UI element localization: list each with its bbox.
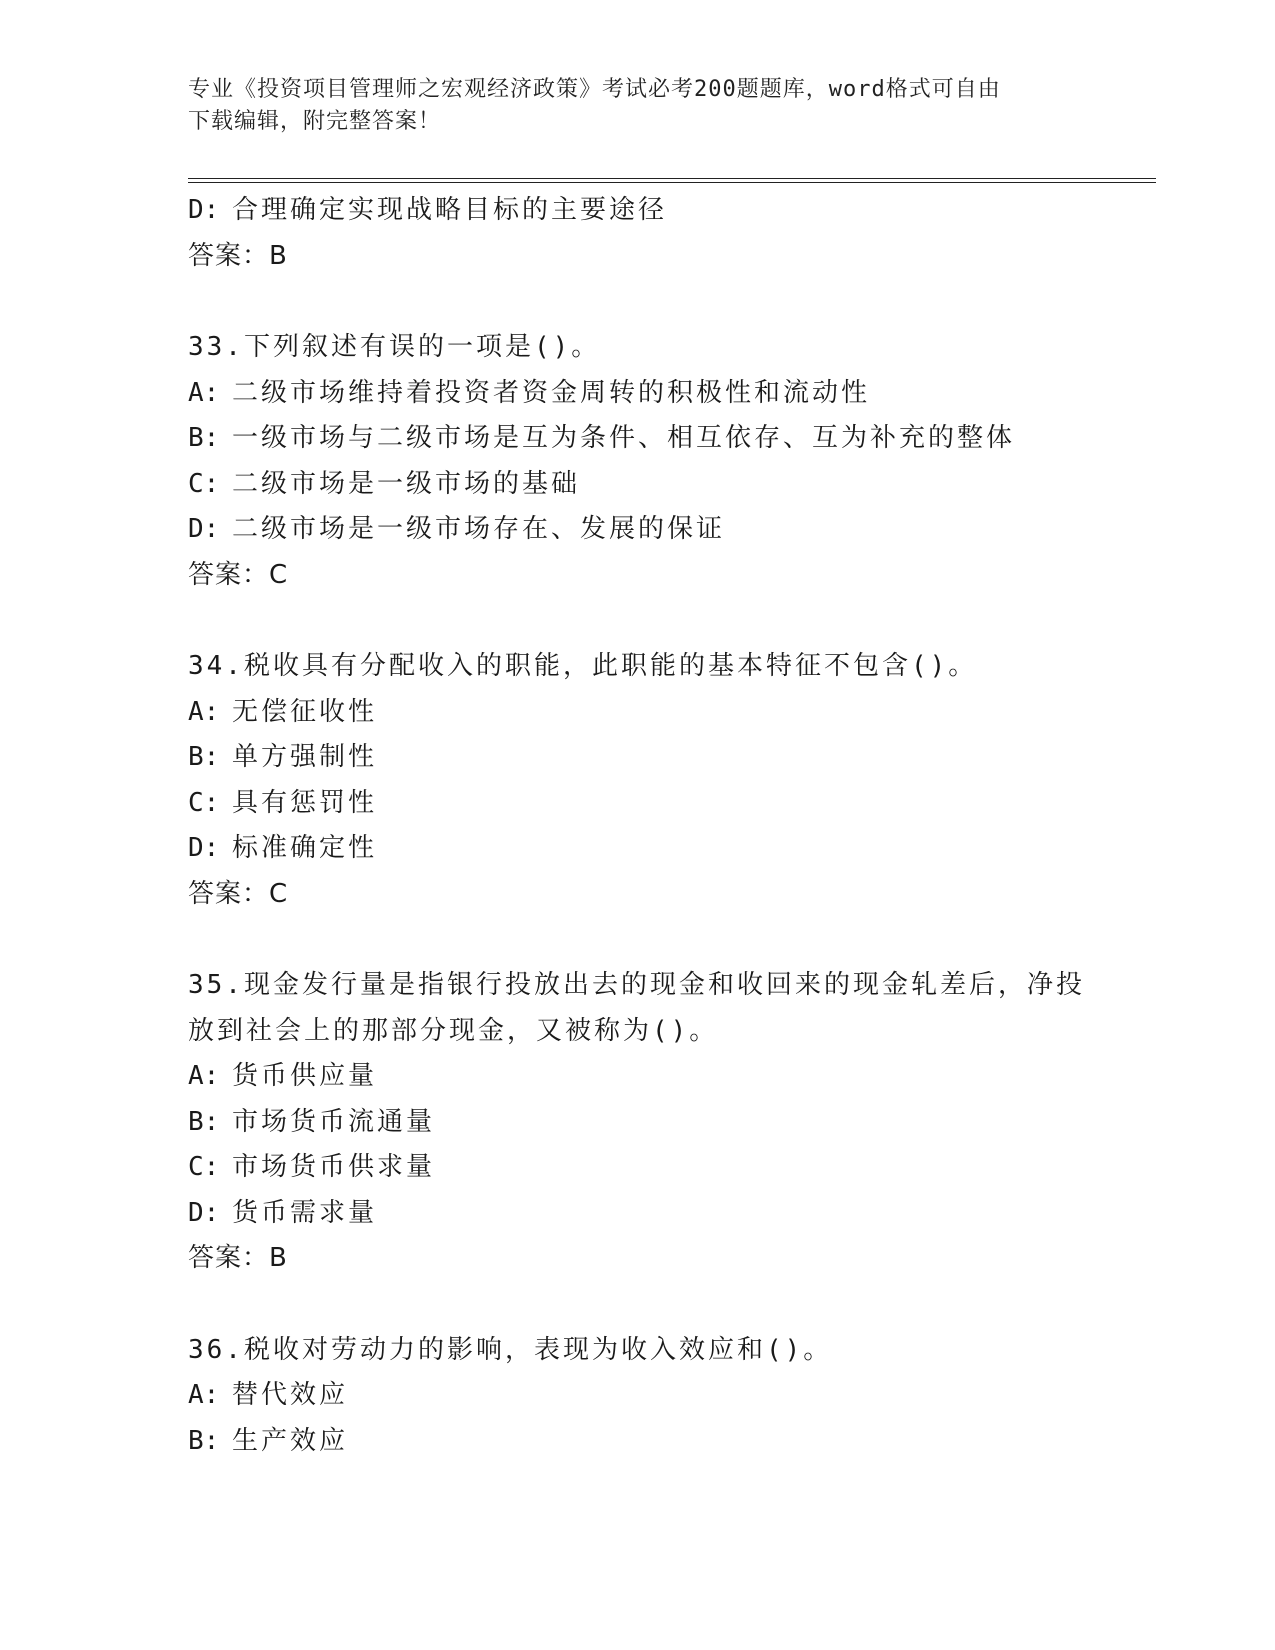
option-text: 单方强制性: [232, 742, 378, 772]
option-text: 具有惩罚性: [232, 787, 378, 818]
option-b: [188, 735, 1088, 781]
option-d: [188, 507, 1088, 553]
option-key: A:: [188, 1061, 220, 1091]
option-text: 一级市场与二级市场是互为条件、相互依存、互为补充的整体: [232, 423, 1016, 453]
option-text: 货币需求量: [232, 1197, 378, 1228]
option-text: 替代效应: [232, 1380, 349, 1410]
option-c: [188, 1145, 1088, 1191]
spacer: [188, 1282, 1088, 1328]
option-c: [188, 781, 1088, 827]
option-key: D:: [188, 514, 220, 544]
question-block-35: [188, 963, 1088, 1282]
option-key: D:: [188, 833, 220, 863]
spacer: [188, 279, 1088, 325]
option-b: [188, 1100, 1088, 1146]
option-key: D:: [188, 1197, 220, 1228]
question-stem-line-1: 35.现金发行量是指银行投放出去的现金和收回来的现金轧差后，净投: [188, 970, 1085, 1000]
divider-line-top: [188, 178, 1156, 179]
option-b: [188, 1419, 1088, 1465]
question-block-34: [188, 644, 1088, 917]
option-text: 市场货币供求量: [232, 1152, 436, 1182]
option-text: 无偿征收性: [232, 696, 378, 727]
option-d: [188, 188, 1088, 234]
answer-line: 答案：B: [188, 240, 288, 271]
question-block-32: [188, 188, 1088, 279]
question-stem: 36.税收对劳动力的影响，表现为收入效应和()。: [188, 1334, 833, 1365]
question-list: [188, 188, 1088, 1464]
document-header: [188, 74, 1068, 138]
header-line-2: 下载编辑，附完整答案！: [188, 109, 442, 134]
answer-line: 答案：B: [188, 1243, 288, 1273]
question-stem: 34.税收具有分配收入的职能，此职能的基本特征不包含()。: [188, 651, 978, 681]
answer-line: 答案：C: [188, 559, 289, 590]
option-key: A:: [188, 696, 220, 727]
option-key: A:: [188, 1380, 220, 1410]
option-text: 标准确定性: [232, 833, 378, 863]
option-text: 二级市场是一级市场存在、发展的保证: [232, 514, 726, 544]
option-text: 合理确定实现战略目标的主要途径: [232, 195, 668, 225]
question-stem-line-2: 放到社会上的那部分现金，又被称为()。: [188, 1015, 719, 1046]
spacer: [188, 598, 1088, 644]
header-divider: [188, 178, 1156, 184]
question-block-33: [188, 325, 1088, 598]
option-text: 货币供应量: [232, 1061, 378, 1091]
option-c: [188, 462, 1088, 508]
option-key: B:: [188, 1425, 220, 1456]
spacer: [188, 917, 1088, 963]
option-text: 市场货币流通量: [232, 1106, 436, 1137]
question-stem: 33.下列叙述有误的一项是()。: [188, 332, 601, 362]
option-b: [188, 416, 1088, 462]
option-key: C:: [188, 1152, 220, 1182]
option-d: [188, 826, 1088, 872]
option-key: D:: [188, 195, 220, 225]
option-key: A:: [188, 377, 220, 408]
option-text: 二级市场维持着投资者资金周转的积极性和流动性: [232, 377, 871, 408]
option-a: [188, 1373, 1088, 1419]
option-a: [188, 371, 1088, 417]
divider-line-bottom: [188, 182, 1156, 183]
option-key: B:: [188, 742, 220, 772]
option-key: B:: [188, 423, 220, 453]
option-text: 生产效应: [232, 1425, 349, 1456]
option-key: C:: [188, 468, 220, 499]
question-block-36: [188, 1328, 1088, 1465]
option-d: [188, 1191, 1088, 1237]
option-a: [188, 690, 1088, 736]
answer-line: 答案：C: [188, 878, 289, 909]
option-text: 二级市场是一级市场的基础: [232, 468, 581, 499]
header-line-1: 专业《投资项目管理师之宏观经济政策》考试必考200题题库，word格式可自由: [188, 77, 1001, 102]
option-a: [188, 1054, 1088, 1100]
option-key: B:: [188, 1106, 220, 1137]
option-key: C:: [188, 787, 220, 818]
